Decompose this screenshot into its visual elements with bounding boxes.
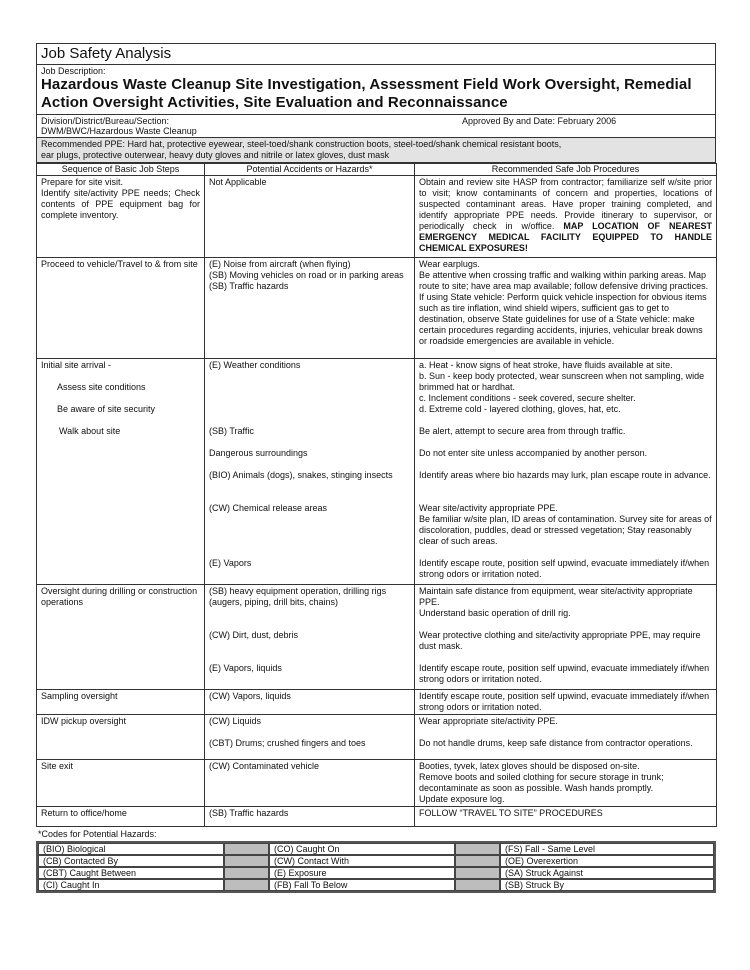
job-step-cell: [37, 258, 205, 359]
hazard-code: (CO) Caught On: [269, 843, 455, 855]
procedure: Wear earplugs.: [419, 259, 480, 269]
hazard-cell: [205, 359, 415, 585]
hazard: (SB) Traffic: [209, 426, 254, 436]
hazard: (CW) Contaminated vehicle: [209, 761, 320, 771]
procedure: Do not enter site unless accompanied by another person.: [419, 448, 648, 458]
procedure-cell: [415, 359, 717, 585]
hazard-cell: [205, 807, 415, 827]
hazard: (E) Vapors: [209, 558, 252, 568]
procedure-cell: [415, 176, 717, 258]
job-step-cell: [37, 760, 205, 807]
hazard: Not Applicable: [209, 177, 267, 187]
hazard: (BIO) Animals (dogs), snakes, stinging insects: [209, 470, 393, 480]
hazard-cell: [205, 760, 415, 807]
hazard-code: (BIO) Biological: [38, 843, 224, 855]
job-step: Assess site conditions: [57, 382, 146, 392]
jsa-table: [36, 163, 717, 827]
form-title: Job Safety Analysis: [37, 44, 715, 65]
procedure: Do not handle drums, keep safe distance from contractor operations.: [419, 738, 693, 748]
table-row: [37, 715, 717, 760]
procedure: Update exposure log.: [419, 794, 505, 804]
recommended-ppe: [37, 138, 715, 163]
codes-row: [38, 855, 714, 867]
job-step: Oversight during drilling or construction operations: [41, 586, 198, 607]
job-description: Hazardous Waste Cleanup Site Investigation, Assessment Field Work Oversight, Remedial Action Oversight Activities, Site Evaluation and Reconnaissance: [37, 76, 715, 115]
job-step-cell: [37, 176, 205, 258]
hazard-code: (SB) Struck By: [500, 879, 714, 891]
procedure: a. Heat - know signs of heat stroke, have fluids available at site.: [419, 360, 673, 370]
procedure: Obtain and review site HASP from contractor; familiarize self w/site prior to visit; know contaminants of concern and properties, locations of suspected contaminant areas. Have proper training completed, and identify appropriate PPE needs. Provide itinerary to supervisor, or periodically check in w/office.: [419, 177, 712, 231]
table-row: [37, 258, 717, 359]
hazard: Dangerous surroundings: [209, 448, 308, 458]
procedure-cell: [415, 715, 717, 760]
hazard-cell: [205, 715, 415, 760]
hazard: (CBT) Drums; crushed fingers and toes: [209, 738, 366, 748]
hazard: (CW) Chemical release areas: [209, 503, 328, 513]
procedure: b. Sun - keep body protected, wear sunscreen when not sampling, wide brimmed hat or hardhat.: [419, 371, 705, 392]
hazard: (SB) Traffic hazards: [209, 808, 289, 818]
hazard: (CW) Liquids: [209, 716, 262, 726]
table-row: [37, 585, 717, 690]
procedure: d. Extreme cold - layered clothing, gloves, hat, etc.: [419, 404, 621, 414]
job-step: Initial site arrival -: [41, 360, 112, 370]
column-header-procedures: Recommended Safe Job Procedures: [415, 164, 717, 176]
job-step-cell: [37, 585, 205, 690]
hazard: (SB) Traffic hazards: [209, 281, 289, 291]
job-step: Proceed to vehicle/Travel to & from site: [41, 259, 198, 269]
form-header: [36, 43, 716, 163]
job-step: Be aware of site security: [57, 404, 156, 414]
procedure: Identify escape route, position self upwind, evacuate immediately if/when strong odors or irritation noted.: [419, 691, 710, 712]
job-step: Walk about site: [59, 426, 121, 436]
hazard: (E) Weather conditions: [209, 360, 301, 370]
hazard: (CW) Vapors, liquids: [209, 691, 291, 701]
procedure: If using State vehicle: Perform quick vehicle inspection for obvious items such as tire inflation, wind shield wipers, sufficient gas to get to destination, observe State guidelines for use of a State vehicle: make certain procedures regarding accidents, injuries, vehicular break downs or roadside emergencies are available in vehicle.: [419, 292, 707, 346]
hazard: (SB) Moving vehicles on road or in parking areas: [209, 270, 404, 280]
ppe-line-2: ear plugs, protective outerwear, heavy duty gloves and nitrile or latex gloves, dust mask: [41, 150, 390, 160]
hazard-cell: [205, 176, 415, 258]
job-step-cell: [37, 690, 205, 715]
job-safety-analysis-form: [36, 43, 716, 827]
hazard-codes-table: [36, 841, 716, 893]
procedure: Wear protective clothing and site/activity appropriate PPE, may require dust mask.: [419, 630, 701, 651]
procedure: Be alert, attempt to secure area from through traffic.: [419, 426, 626, 436]
hazard-code: (E) Exposure: [269, 867, 455, 879]
division-label: Division/District/Bureau/Section:: [41, 116, 170, 126]
hazard-code: (CB) Contacted By: [38, 855, 224, 867]
procedure: FOLLOW “TRAVEL TO SITE” PROCEDURES: [419, 808, 603, 818]
table-header-row: [37, 164, 717, 176]
hazard-code: (FS) Fall - Same Level: [500, 843, 714, 855]
job-description-section: [37, 65, 715, 115]
procedure: Identify areas where bio hazards may lurk, plan escape route in advance.: [419, 470, 711, 480]
job-step-cell: [37, 807, 205, 827]
division-row: [37, 115, 715, 138]
procedure-cell: [415, 585, 717, 690]
procedure: Identify escape route, position self upwind, evacuate immediately if/when strong odors or irritation noted.: [419, 663, 710, 684]
hazard: (CW) Dirt, dust, debris: [209, 630, 299, 640]
table-row: [37, 359, 717, 585]
job-step: Return to office/home: [41, 808, 127, 818]
table-row: [37, 176, 717, 258]
procedure: Identify escape route, position self upwind, evacuate immediately if/when strong odors or irritation noted.: [419, 558, 710, 579]
job-step: Identify site/activity PPE needs; Check contents of PPE equipment bag for complete inventory.: [41, 188, 200, 220]
hazard-code: (CW) Contact With: [269, 855, 455, 867]
procedure-cell: [415, 760, 717, 807]
hazard: (E) Vapors, liquids: [209, 663, 282, 673]
procedure: Be attentive when crossing traffic and walking within parking areas. Map route to site; have area map available; follow defensive driving practices.: [419, 270, 709, 291]
procedure: Booties, tyvek, latex gloves should be disposed on-site.: [419, 761, 640, 771]
column-header-steps: Sequence of Basic Job Steps: [37, 164, 205, 176]
hazard-cell: [205, 258, 415, 359]
hazard-cell: [205, 585, 415, 690]
hazard-code: (OE) Overexertion: [500, 855, 714, 867]
job-step: Prepare for site visit.: [41, 177, 124, 187]
job-step: Site exit: [41, 761, 74, 771]
ppe-line-1: Recommended PPE: Hard hat, protective eyewear, steel-toed/shank construction boots, steel-toed/shank chemical resistant boots,: [41, 139, 562, 149]
hazard: (E) Noise from aircraft (when flying): [209, 259, 351, 269]
hazard-cell: [205, 690, 415, 715]
hazard-code: (CBT) Caught Between: [38, 867, 224, 879]
hazard-code: (FB) Fall To Below: [269, 879, 455, 891]
hazard-code: (SA) Struck Against: [500, 867, 714, 879]
codes-row: [38, 879, 714, 891]
procedure: Understand basic operation of drill rig.: [419, 608, 571, 618]
procedure-cell: [415, 690, 717, 715]
procedure-emphasis: MAP LOCATION OF NEAREST EMERGENCY MEDICAL FACILITY EQUIPPED TO HANDLE CHEMICAL EXPOSURES!: [419, 221, 712, 253]
job-step: IDW pickup oversight: [41, 716, 127, 726]
procedure-cell: [415, 807, 717, 827]
procedure-cell: [415, 258, 717, 359]
codes-row: [38, 867, 714, 879]
hazard-codes-label: *Codes for Potential Hazards:: [38, 829, 157, 839]
procedure: Wear appropriate site/activity PPE.: [419, 716, 558, 726]
table-row: [37, 760, 717, 807]
division-value: DWM/BWC/Hazardous Waste Cleanup: [41, 126, 197, 136]
procedure: Maintain safe distance from equipment, wear site/activity appropriate PPE.: [419, 586, 693, 607]
table-row: [37, 690, 717, 715]
hazard-code: (CI) Caught In: [38, 879, 224, 891]
procedure: Wear site/activity appropriate PPE.: [419, 503, 558, 513]
procedure: Be familiar w/site plan, ID areas of contamination. Survey site for areas of discoloration, puddles, dead or stressed vegetation; Stay reasonably clear of such areas.: [419, 514, 712, 546]
procedure: Remove boots and soiled clothing for secure storage in trunk; decontaminate as soon as possible. Wash hands promptly.: [419, 772, 664, 793]
table-row: [37, 807, 717, 827]
job-step-cell: [37, 359, 205, 585]
job-step: Sampling oversight: [41, 691, 118, 701]
column-header-hazards: Potential Accidents or Hazards*: [205, 164, 415, 176]
job-step-cell: [37, 715, 205, 760]
hazard: (SB) heavy equipment operation, drilling rigs (augers, piping, drill bits, chains): [209, 586, 387, 607]
approved-by-date: Approved By and Date: February 2006: [462, 116, 617, 126]
job-description-label: Job Description:: [41, 66, 106, 76]
procedure: c. Inclement conditions - seek covered, secure shelter.: [419, 393, 636, 403]
codes-row: [38, 843, 714, 855]
